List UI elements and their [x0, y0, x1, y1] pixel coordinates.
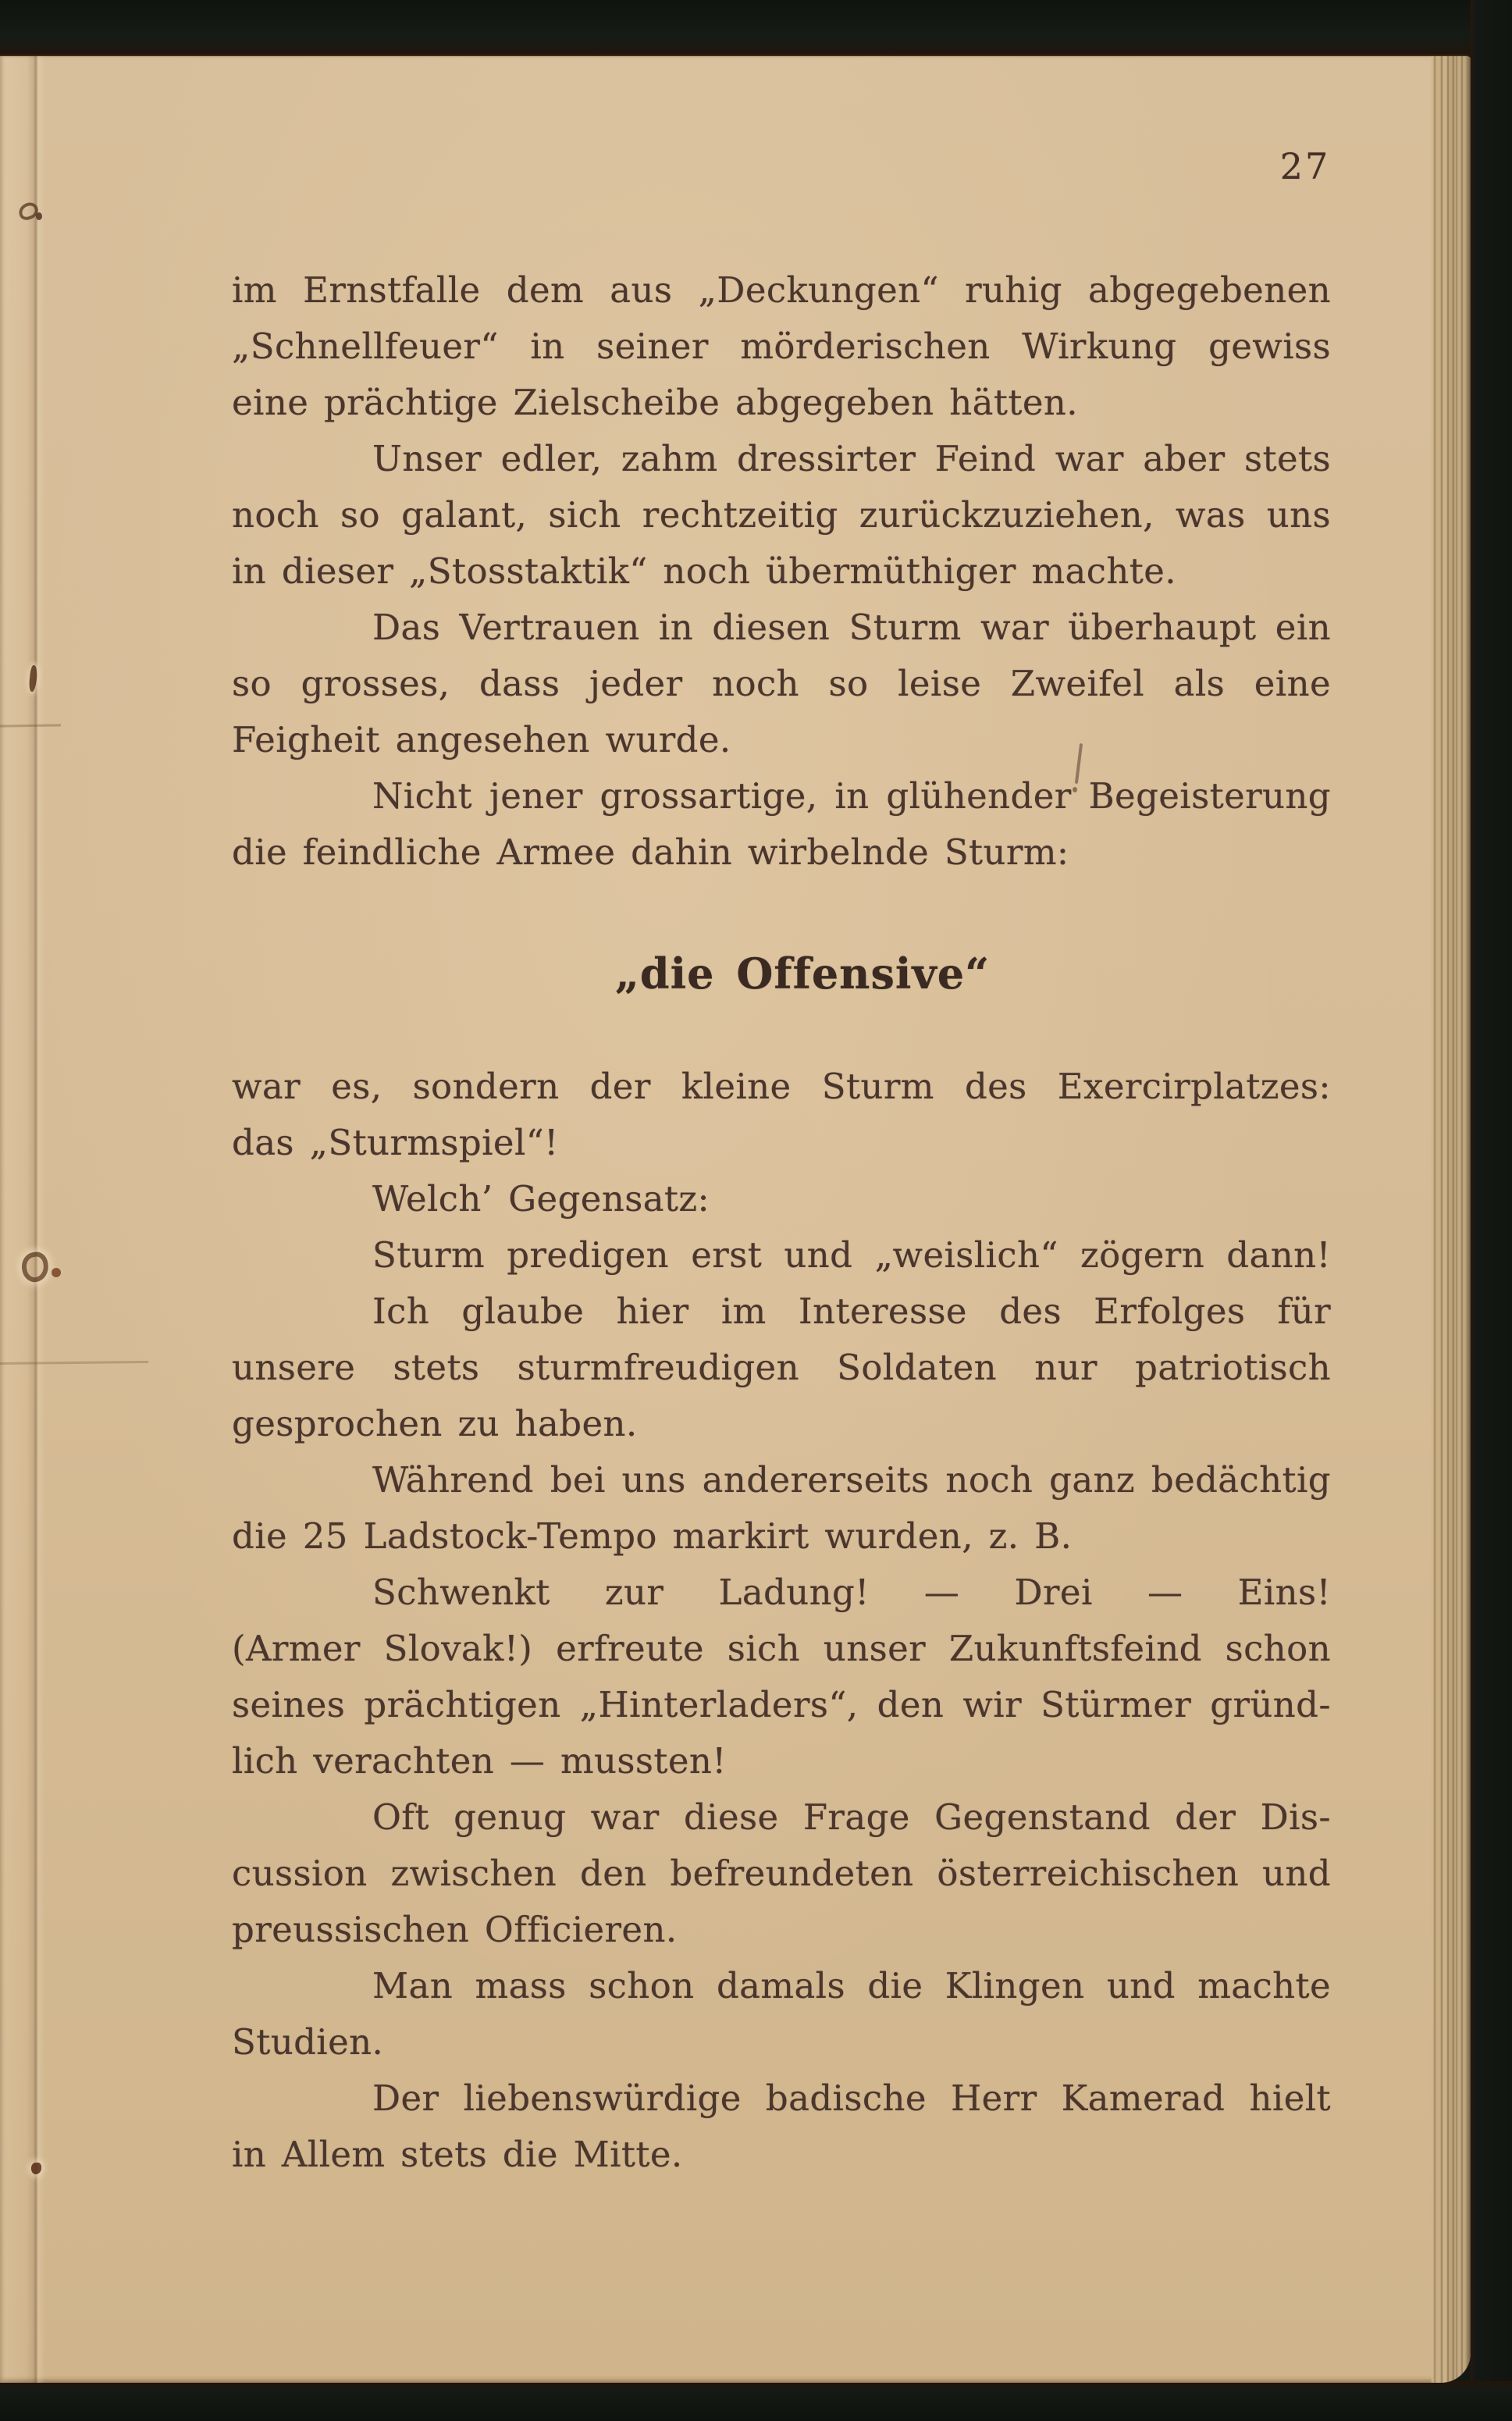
text-line: so grosses, dass jeder noch so leise Zweifel als eine: [232, 663, 1331, 704]
text-line: Das Vertrauen in diesen Sturm war überhaupt ein: [372, 607, 1331, 648]
text-line: die feindliche Armee dahin wirbelnde Sturm:: [232, 831, 1069, 873]
horizontal-crease: [0, 1361, 148, 1365]
text-line: in Allem stets die Mitte.: [232, 2134, 683, 2175]
text-line: cussion zwischen den befreundeten österreichischen und: [232, 1853, 1331, 1894]
text-line: eine prächtige Zielscheibe abgegeben hätten.: [232, 382, 1078, 423]
text-line: Der liebenswürdige badische Herr Kamerad hielt: [372, 2077, 1331, 2119]
text-line: Studien.: [232, 2021, 384, 2063]
text-line: seines prächtigen „Hinterladers“, den wir Stürmer gründ-: [232, 1684, 1331, 1725]
text-line: Feigheit angesehen wurde.: [232, 719, 731, 760]
text-line: „Schnellfeuer“ in seiner mörderischen Wirkung gewiss: [232, 326, 1331, 367]
scan-right-border: [1471, 0, 1512, 2421]
text-line: in dieser „Stosstaktik“ noch übermüthiger machte.: [232, 550, 1176, 592]
text-line: Ich glaube hier im Interesse des Erfolges für: [372, 1291, 1331, 1332]
text-line: lich verachten — mussten!: [232, 1740, 727, 1782]
text-line: die 25 Ladstock-Tempo markirt wurden, z. B.: [232, 1515, 1073, 1557]
text-line: das „Sturmspiel“!: [232, 1122, 559, 1163]
section-heading: „die Offensive“: [614, 949, 991, 999]
text-line: Oft genug war diese Frage Gegenstand der Dis-: [372, 1796, 1331, 1838]
text-line: Unser edler, zahm dressirter Feind war aber stets: [372, 438, 1331, 479]
book-page: [0, 55, 1471, 2383]
text-line: (Armer Slovak!) erfreute sich unser Zukunftsfeind schon: [232, 1628, 1331, 1669]
text-line: Schwenkt zur Ladung! — Drei — Eins!: [372, 1572, 1331, 1613]
text-line: noch so galant, sich rechtzeitig zurückzuziehen, was uns: [232, 494, 1331, 536]
page-number: 27: [1279, 145, 1331, 187]
text-line: preussischen Officieren.: [232, 1909, 678, 1950]
text-line: war es, sondern der kleine Sturm des Exercirplatzes:: [232, 1066, 1331, 1107]
scan-bottom-border: [0, 2381, 1512, 2421]
gutter-fold-highlight: [0, 56, 27, 2383]
text-line: im Ernstfalle dem aus „Deckungen“ ruhig abgegebenen: [232, 269, 1331, 311]
text-line: Welch’ Gegensatz:: [372, 1178, 710, 1219]
text-line: Während bei uns andererseits noch ganz bedächtig: [372, 1459, 1331, 1501]
page-stack-edges: [1430, 56, 1471, 2383]
text-block: [232, 262, 1331, 2183]
page-fold-crease: [27, 56, 45, 2383]
ink-speck: [36, 212, 42, 220]
scan-top-border: [0, 0, 1512, 55]
text-line: gesprochen zu haben.: [232, 1403, 638, 1444]
text-line: Nicht jener grossartige, in glühender Begeisterung: [372, 775, 1331, 817]
ink-speck: [52, 1268, 61, 1277]
text-line: Sturm predigen erst und „weislich“ zögern dann!: [372, 1234, 1331, 1276]
text-line: Man mass schon damals die Klingen und machte: [372, 1965, 1331, 2006]
text-line: unsere stets sturmfreudigen Soldaten nur patriotisch: [232, 1347, 1331, 1388]
